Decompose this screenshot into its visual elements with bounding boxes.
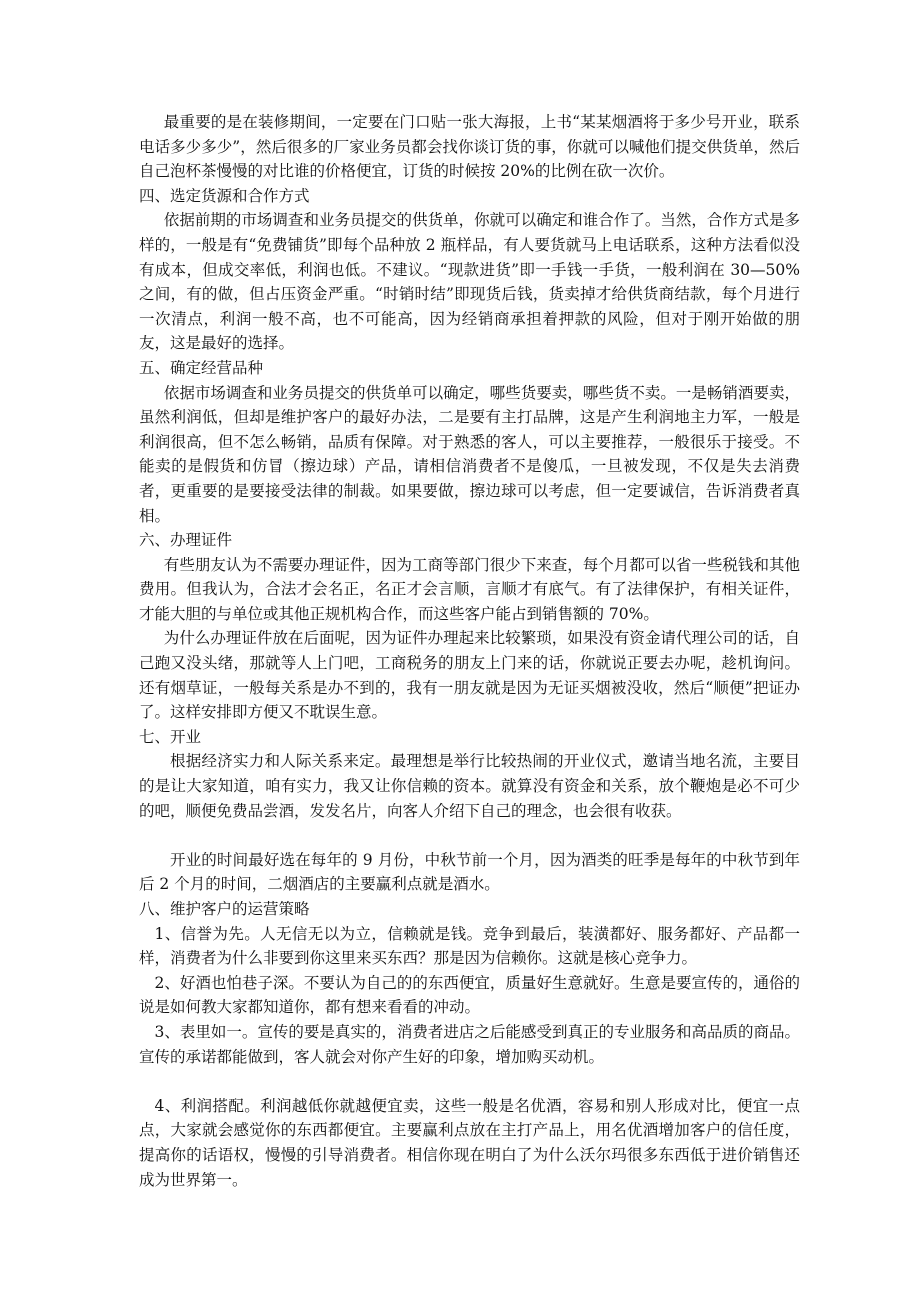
blank-line xyxy=(139,823,800,848)
strategy-item-2: 2、好酒也怕巷子深。不要认为自己的的东西便宜，质量好生意就好。生意是要宣传的，通俗的说是如何教大家都知道你，都有想来看看的冲动。 xyxy=(139,973,800,1017)
paragraph-opening: 根据经济实力和人际关系来定。最理想是举行比较热闹的开业仪式，邀请当地名流，主要目的是让大家知道，咱有实力，我又让你信赖的资本。就算没有资金和关系，放个鞭炮是必不可少的吧，顺便免费品尝酒，发发名片，向客人介绍下自己的理念，也会很有收获。 xyxy=(139,752,800,820)
section-heading-6: 六、办理证件 xyxy=(139,531,233,550)
paragraph-supply: 依据前期的市场调查和业务员提交的供货单，你就可以确定和谁合作了。当然，合作方式是多样的，一般是有“免费铺货”即每个品种放 2 瓶样品，有人要货就马上电话联系，这种方法看似没有成本，但成交率低，利润也低。不建议。“现款进货”即一手钱一手货，一般利润在 30—50%之间，有的做，但占压资金严重。“时销时结”即现货后钱，货卖掉才给供货商结款，每个月进行一次清点，利润一般不高，也不可能高，因为经销商承担着押款的风险，但对于刚开始做的朋友，这是最好的选择。 xyxy=(139,211,800,353)
paragraph-products: 依据市场调查和业务员提交的供货单可以确定，哪些货要卖，哪些货不卖。一是畅销酒要卖，虽然利润低，但却是维护客户的最好办法，二是要有主打品牌，这是产生利润地主力军，一般是利润很高，但不怎么畅销，品质有保障。对于熟悉的客人，可以主要推荐，一般很乐于接受。不能卖的是假货和仿冒（擦边球）产品，请相信消费者不是傻瓜，一旦被发现，不仅是失去消费者，更重要的是要接受法律的制裁。如果要做，擦边球可以考虑，但一定要诚信，告诉消费者真相。 xyxy=(139,383,800,525)
section-heading-8: 八、维护客户的运营策略 xyxy=(139,900,310,918)
strategy-item-1: 1、信誉为先。人无信无以为立，信赖就是钱。竞争到最后，装潢都好、服务都好、产品都一样，消费者为什么非要到你这里来买东西？那是因为信赖你。这就是核心竞争力。 xyxy=(139,924,800,968)
section-heading-4: 四、选定货源和合作方式 xyxy=(139,186,310,205)
strategy-item-3: 3、表里如一。宣传的要是真实的，消费者进店之后能感受到真正的专业服务和高品质的商品。宣传的承诺都能做到，客人就会对你产生好的印象，增加购买动机。 xyxy=(139,1022,800,1066)
section-heading-5: 五、确定经营品种 xyxy=(139,358,264,377)
section-heading-7: 七、开业 xyxy=(139,727,202,746)
paragraph-poster: 最重要的是在装修期间，一定要在门口贴一张大海报，上书“某某烟酒将于多少号开业，联系电话多少多少”，然后很多的厂家业务员都会找你谈订货的事，你就可以喊他们提交供货单，然后自己泡杯茶慢慢的对比谁的价格便宜，订货的时候按 20%的比例在砍一次价。 xyxy=(139,113,800,181)
strategy-item-4: 4、利润搭配。利润越低你就越便宜卖，这些一般是名优酒，容易和别人形成对比，便宜一点点，大家就会感觉你的东西都便宜。主要赢利点放在主打产品上，用名优酒增加客户的信任度，提高你的话语权，慢慢的引导消费者。相信你现在明白了为什么沃尔玛很多东西低于进价销售还成为世界第一。 xyxy=(139,1096,800,1189)
paragraph-licenses: 有些朋友认为不需要办理证件，因为工商等部门很少下来查，每个月都可以省一些税钱和其他费用。但我认为，合法才会名正，名正才会言顺，言顺才有底气。有了法律保护，有相关证件，才能大胆的与单位或其他正规机构合作，而这些客户能占到销售额的 70%。 xyxy=(139,555,800,623)
paragraph-licenses-2: 为什么办理证件放在后面呢，因为证件办理起来比较繁琐，如果没有资金请代理公司的话，自己跑又没头绪，那就等人上门吧，工商税务的朋友上门来的话，你就说正要去办呢，趁机询问。还有烟草证，一般每关系是办不到的，我有一朋友就是因为无证买烟被没收，然后“顺便”把证办了。这样安排即方便又不耽误生意。 xyxy=(139,629,800,722)
blank-line-2 xyxy=(139,1069,800,1094)
paragraph-opening-time: 开业的时间最好选在每年的 9 月份，中秋节前一个月，因为酒类的旺季是每年的中秋节到年后 2 个月的时间，二烟酒店的主要赢利点就是酒水。 xyxy=(139,850,800,894)
